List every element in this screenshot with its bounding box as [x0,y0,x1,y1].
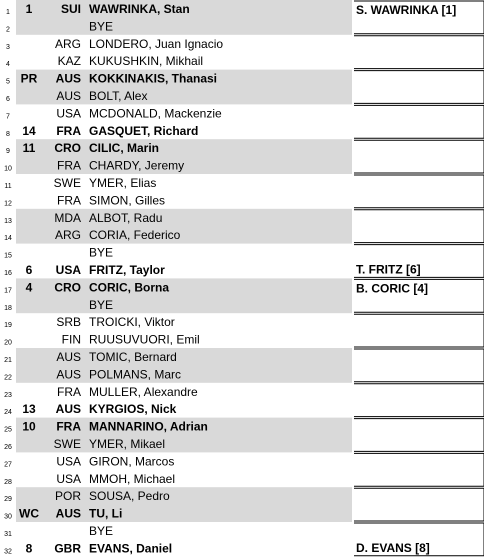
country-code: FRA [56,123,81,138]
second-round-box [354,453,484,486]
line-number: 1 [6,9,10,16]
second-round-box [354,384,484,417]
player-name: TU, Li [89,506,123,521]
country-code: GBR [54,541,81,556]
player-name: CORIA, Federico [89,228,181,243]
line-number: 31 [4,531,12,538]
country-code: FRA [57,384,81,399]
line-number: 20 [4,339,12,347]
country-code: ARG [54,228,81,243]
player-name: SOUSA, Pedro [89,489,170,504]
seed-label: PR [20,71,38,86]
second-round-box [354,210,484,243]
line-number: 9 [6,148,10,156]
country-code: AUS [55,402,81,417]
player-name: EVANS, Daniel [89,541,173,556]
country-code: AUS [56,89,81,103]
player-name: SIMON, Gilles [89,193,166,208]
player-name: POLMANS, Marc [89,367,182,382]
line-number: 28 [4,478,12,486]
player-name: MULLER, Alexandre [89,384,198,399]
country-code: FRA [56,419,81,434]
player-name: BYE [89,524,114,538]
seed-label: 13 [22,402,36,417]
second-round-box [354,140,484,173]
player-name: KUKUSHKIN, Mikhail [89,54,204,69]
seed-label: 8 [25,541,33,556]
player-name: BOLT, Alex [89,89,148,103]
line-number: 12 [4,200,12,208]
country-code: ARG [54,36,81,51]
line-number: 11 [4,183,12,190]
player-name: CILIC, Marin [89,141,160,156]
line-number: 7 [6,113,10,121]
player-name: LONDERO, Juan Ignacio [89,36,224,51]
country-code: CRO [54,280,81,295]
second-round-box [354,488,484,521]
seed-label: 10 [22,419,36,434]
line-number: 25 [4,426,12,434]
line-number: 18 [4,304,12,312]
second-round-winner: D. EVANS [8] [356,540,430,555]
country-code: USA [56,454,81,469]
line-number: 16 [4,270,12,277]
line-number: 27 [4,461,12,469]
line-number: 32 [4,548,12,556]
line-number: 13 [4,217,12,225]
player-name: TROICKI, Viktor [89,315,175,330]
player-name: MANNARINO, Adrian [89,419,208,434]
country-code: FIN [61,332,81,347]
country-code: AUS [55,506,81,521]
second-round-winner: S. WAWRINKA [1] [356,3,457,17]
second-round-winner: B. CORIC [4] [356,281,428,296]
line-number: 24 [4,409,12,417]
player-name: RUUSUVUORI, Emil [89,332,200,347]
country-code: AUS [56,367,81,382]
second-round-winner: T. FRITZ [6] [356,262,421,277]
country-code: SWE [53,437,81,451]
player-name: MCDONALD, Mackenzie [89,106,222,121]
player-name: CORIC, Borna [89,280,170,295]
line-number: 10 [4,165,12,173]
player-name: BYE [89,297,114,312]
line-number: 3 [6,43,10,51]
country-code: MDA [54,210,81,225]
line-number: 14 [4,235,12,243]
second-round-box [354,419,484,452]
line-number: 8 [6,130,10,138]
country-code: SRB [56,315,81,330]
player-name: YMER, Mikael [89,437,166,451]
country-code: KAZ [57,54,81,69]
country-code: USA [56,471,81,486]
second-round-box [354,349,484,382]
line-number: 26 [4,444,12,451]
player-name: GASQUET, Richard [89,123,199,138]
line-number: 15 [4,252,12,260]
line-number: 19 [4,322,12,330]
player-name: MMOH, Michael [89,471,176,486]
second-round-box [354,175,484,208]
player-name: TOMIC, Bernard [89,350,177,364]
line-number: 4 [6,61,10,69]
seed-label: 14 [22,123,36,138]
second-round-box [354,36,484,69]
second-round-box [354,71,484,104]
player-name: CHARDY, Jeremy [89,158,185,173]
player-name: KOKKINAKIS, Thanasi [89,71,218,86]
line-number: 5 [6,78,10,86]
country-code: CRO [54,141,81,156]
line-number: 30 [4,513,12,521]
seed-label: 11 [22,141,36,156]
player-name: KYRGIOS, Nick [89,402,177,417]
country-code: SUI [60,2,81,16]
country-code: POR [54,489,81,504]
player-name: FRITZ, Taylor [89,263,165,277]
player-name: WAWRINKA, Stan [89,2,190,16]
line-number: 22 [4,374,12,382]
player-name: YMER, Elias [89,176,157,190]
country-code: SWE [53,176,81,190]
seed-label: 1 [25,2,33,16]
country-code: FRA [57,158,81,173]
line-number: 17 [4,287,12,295]
line-number: 29 [4,496,12,504]
player-name: ALBOT, Radu [89,210,163,225]
country-code: USA [56,106,81,121]
player-name: BYE [89,19,114,34]
line-number: 6 [6,96,10,103]
seed-label: 4 [25,280,33,295]
seed-label: 6 [25,263,33,277]
second-round-box [354,105,484,138]
country-code: AUS [56,350,81,364]
seed-label: WC [19,506,39,521]
country-code: AUS [55,71,81,86]
line-number: 23 [4,391,12,399]
line-number: 21 [4,357,12,364]
line-number: 2 [6,26,10,34]
player-name: GIRON, Marcos [89,454,175,469]
country-code: USA [55,263,81,277]
player-name: BYE [89,245,114,260]
second-round-box [354,314,484,347]
country-code: FRA [57,193,81,208]
